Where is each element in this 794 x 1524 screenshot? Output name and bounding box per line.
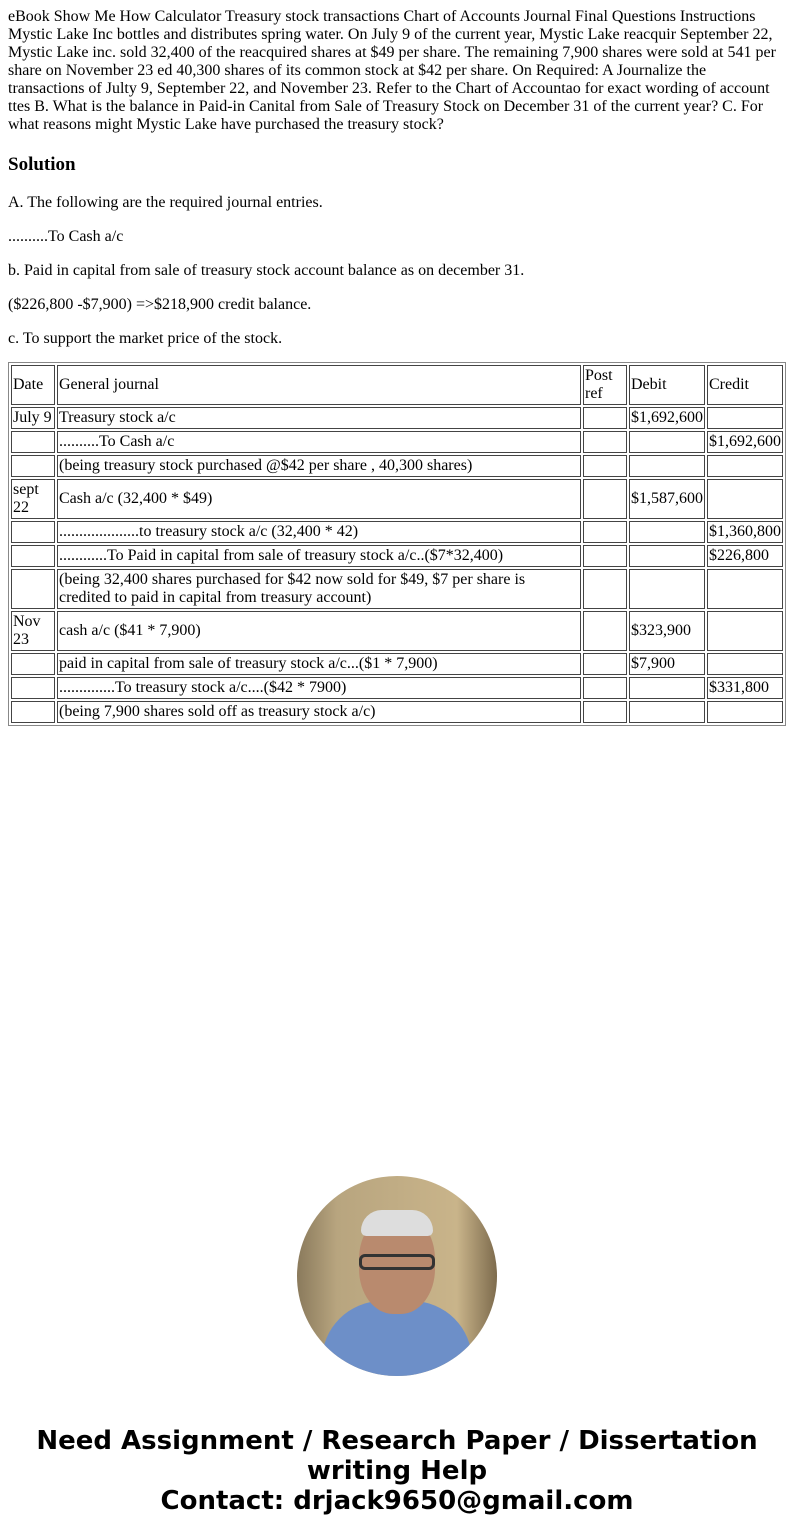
header-row: [11, 365, 783, 405]
solution-paragraph: c. To support the market price of the stock.: [8, 330, 283, 347]
description-cell: Cash a/c (32,400 * $49): [57, 479, 581, 519]
credit-cell: $1,692,600: [707, 431, 783, 453]
author-avatar: [297, 1176, 497, 1376]
debit-cell: [629, 521, 705, 543]
solution-heading: Solution: [8, 154, 76, 175]
date-cell: [11, 701, 55, 723]
debit-cell: [629, 455, 705, 477]
table-row: [11, 431, 783, 453]
solution-paragraph: b. Paid in capital from sale of treasury stock account balance as on december 31.: [8, 262, 525, 279]
description-cell: ............To Paid in capital from sale of treasury stock a/c..($7*32,400): [57, 545, 581, 567]
credit-cell: [707, 653, 783, 675]
debit-cell: [629, 545, 705, 567]
debit-cell: [629, 701, 705, 723]
post-ref-cell: [583, 431, 627, 453]
table-row: [11, 701, 783, 723]
debit-cell: $7,900: [629, 653, 705, 675]
description-cell: Treasury stock a/c: [57, 407, 581, 429]
column-header: Debit: [629, 365, 705, 405]
date-cell: [11, 455, 55, 477]
post-ref-cell: [583, 407, 627, 429]
date-cell: [11, 521, 55, 543]
journal-table: [8, 362, 786, 726]
date-cell: Nov 23: [11, 611, 55, 651]
credit-cell: $331,800: [707, 677, 783, 699]
debit-cell: $1,692,600: [629, 407, 705, 429]
post-ref-cell: [583, 455, 627, 477]
description-cell: cash a/c ($41 * 7,900): [57, 611, 581, 651]
table-row: [11, 569, 783, 609]
description-cell: ..........To Cash a/c: [57, 431, 581, 453]
description-cell: ..............To treasury stock a/c....($42 * 7900): [57, 677, 581, 699]
table-row: [11, 545, 783, 567]
credit-cell: [707, 701, 783, 723]
date-cell: [11, 677, 55, 699]
date-cell: [11, 653, 55, 675]
credit-cell: $1,360,800: [707, 521, 783, 543]
table-row: [11, 455, 783, 477]
debit-cell: $323,900: [629, 611, 705, 651]
footer-help-text: Need Assignment / Research Paper / Dissertation writing Help: [36, 1426, 758, 1486]
column-header: Post ref: [583, 365, 627, 405]
date-cell: [11, 431, 55, 453]
post-ref-cell: [583, 701, 627, 723]
description-cell: (being 7,900 shares sold off as treasury stock a/c): [57, 701, 581, 723]
post-ref-cell: [583, 479, 627, 519]
debit-cell: [629, 431, 705, 453]
question-text: eBook Show Me How Calculator Treasury stock transactions Chart of Accounts Journal Final Questions Instructions Mystic Lake Inc bottles and distributes spring water. On July 9 of the current year, Mystic Lake reacquir September 22, Mystic Lake inc. sold 32,400 of the reacquired shares at $49 per share. The remaining 7,900 shares were sold at 541 per share on November 23 ed 40,300 shares of its common stock at $42 per share. On Required: A Journalize the transactions of Julty 9, September 22, and November 23. Refer to the Chart of Accountao for exact wording of account ttes B. What is the balance in Paid-in Canital from Sale of Treasury Stock on December 31 of the current year? C. For what reasons might Mystic Lake have purchased the treasury stock?: [8, 8, 776, 133]
post-ref-cell: [583, 677, 627, 699]
debit-cell: [629, 569, 705, 609]
column-header: Date: [11, 365, 55, 405]
credit-cell: [707, 479, 783, 519]
table-row: [11, 653, 783, 675]
description-cell: paid in capital from sale of treasury stock a/c...($1 * 7,900): [57, 653, 581, 675]
table-row: [11, 611, 783, 651]
credit-cell: $226,800: [707, 545, 783, 567]
description-cell: (being treasury stock purchased @$42 per share , 40,300 shares): [57, 455, 581, 477]
debit-cell: [629, 677, 705, 699]
debit-cell: $1,587,600: [629, 479, 705, 519]
table-row: [11, 521, 783, 543]
date-cell: sept 22: [11, 479, 55, 519]
credit-cell: [707, 569, 783, 609]
solution-paragraph: ($226,800 -$7,900) =>$218,900 credit balance.: [8, 296, 312, 313]
table-row: [11, 407, 783, 429]
post-ref-cell: [583, 653, 627, 675]
table-row: [11, 479, 783, 519]
credit-cell: [707, 407, 783, 429]
solution-paragraph: ..........To Cash a/c: [8, 228, 124, 245]
post-ref-cell: [583, 569, 627, 609]
solution-paragraph: A. The following are the required journal entries.: [8, 194, 323, 211]
description-cell: ....................to treasury stock a/c (32,400 * 42): [57, 521, 581, 543]
date-cell: [11, 569, 55, 609]
footer-banner: [8, 1426, 786, 1516]
credit-cell: [707, 455, 783, 477]
footer-contact: Contact: drjack9650@gmail.com: [160, 1486, 634, 1516]
credit-cell: [707, 611, 783, 651]
post-ref-cell: [583, 545, 627, 567]
post-ref-cell: [583, 521, 627, 543]
post-ref-cell: [583, 611, 627, 651]
column-header: General journal: [57, 365, 581, 405]
table-row: [11, 677, 783, 699]
description-cell: (being 32,400 shares purchased for $42 now sold for $49, $7 per share is credited to paid in capital from treasury account): [57, 569, 581, 609]
date-cell: [11, 545, 55, 567]
date-cell: July 9: [11, 407, 55, 429]
column-header: Credit: [707, 365, 783, 405]
